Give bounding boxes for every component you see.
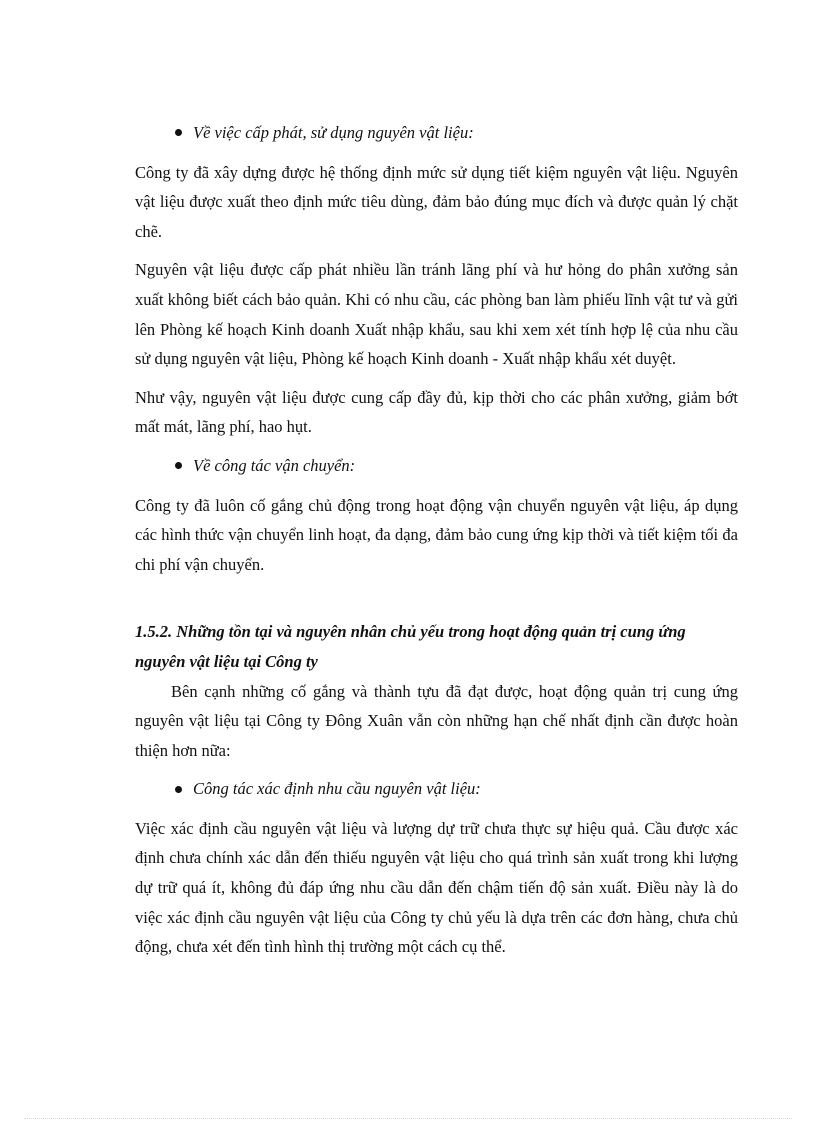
paragraph-norms: Công ty đã xây dựng được hệ thống định mức sử dụng tiết kiệm nguyên vật liệu. Nguyên vật liệu được xuất theo định mức tiêu dùng, đảm bảo đúng mục đích và được quản lý chặt chẽ. bbox=[135, 162, 738, 241]
bullet-dot-icon bbox=[175, 786, 182, 793]
page-bottom-divider bbox=[24, 1118, 792, 1119]
paragraph-transport: Công ty đã luôn cố gắng chủ động trong hoạt động vận chuyển nguyên vật liệu, áp dụng các hình thức vận chuyển linh hoạt, đa dạng, đảm bảo cung ứng kịp thời và tiết kiệm tối đa chi phí vận chuyển. bbox=[135, 495, 738, 574]
bullet-item-transport bbox=[175, 451, 738, 481]
bullet-item-demand bbox=[175, 774, 738, 804]
paragraph-summary: Như vậy, nguyên vật liệu được cung cấp đầy đủ, kịp thời cho các phân xưởng, giảm bớt mất mát, lãng phí, hao hụt. bbox=[135, 387, 738, 437]
bullet-dot-icon bbox=[175, 129, 182, 136]
section-heading: 1.5.2. Những tồn tại và nguyên nhân chủ yếu trong hoạt động quản trị cung ứng nguyên vật liệu tại Công ty bbox=[135, 622, 686, 671]
paragraph-limitations-intro: Bên cạnh những cố gắng và thành tựu đã đạt được, hoạt động quản trị cung ứng nguyên vật liệu tại Công ty Đông Xuân vẫn còn những hạn chế nhất định cần được hoàn thiện hơn nữa: bbox=[135, 681, 738, 760]
bullet-item-supply-usage bbox=[175, 118, 738, 148]
bullet-text: Về công tác vận chuyển: bbox=[193, 455, 356, 475]
bullet-text: Về việc cấp phát, sử dụng nguyên vật liệu: bbox=[193, 123, 474, 142]
bullet-dot-icon bbox=[175, 462, 182, 469]
document-body bbox=[135, 118, 738, 971]
paragraph-allocation: Nguyên vật liệu được cấp phát nhiều lần tránh lãng phí và hư hỏng do phân xưởng sản xuất không biết cách bảo quản. Khi có nhu cầu, các phòng ban làm phiếu lĩnh vật tư và gửi lên Phòng kế hoạch Kinh doanh Xuất nhập khẩu, sau khi xem xét tính hợp lệ của nhu cầu sử dụng nguyên vật liệu, Phòng kế hoạch Kinh doanh - Xuất nhập khẩu xét duyệt. bbox=[135, 260, 738, 369]
bullet-text: Công tác xác định nhu cầu nguyên vật liệu: bbox=[193, 779, 481, 799]
paragraph-demand: Việc xác định cầu nguyên vật liệu và lượng dự trữ chưa thực sự hiệu quả. Cầu được xác định chưa chính xác dẫn đến thiếu nguyên vật liệu cho quá trình sản xuất trong khi lượng dự trữ quá ít, không đủ đáp ứng nhu cầu dẫn đến chậm tiến độ sản xuất. Điều này là do việc xác định cầu nguyên vật liệu của Công ty chủ yếu là dựa trên các đơn hàng, chưa chủ động, chưa xét đến tình hình thị trường một cách cụ thể. bbox=[135, 818, 738, 957]
